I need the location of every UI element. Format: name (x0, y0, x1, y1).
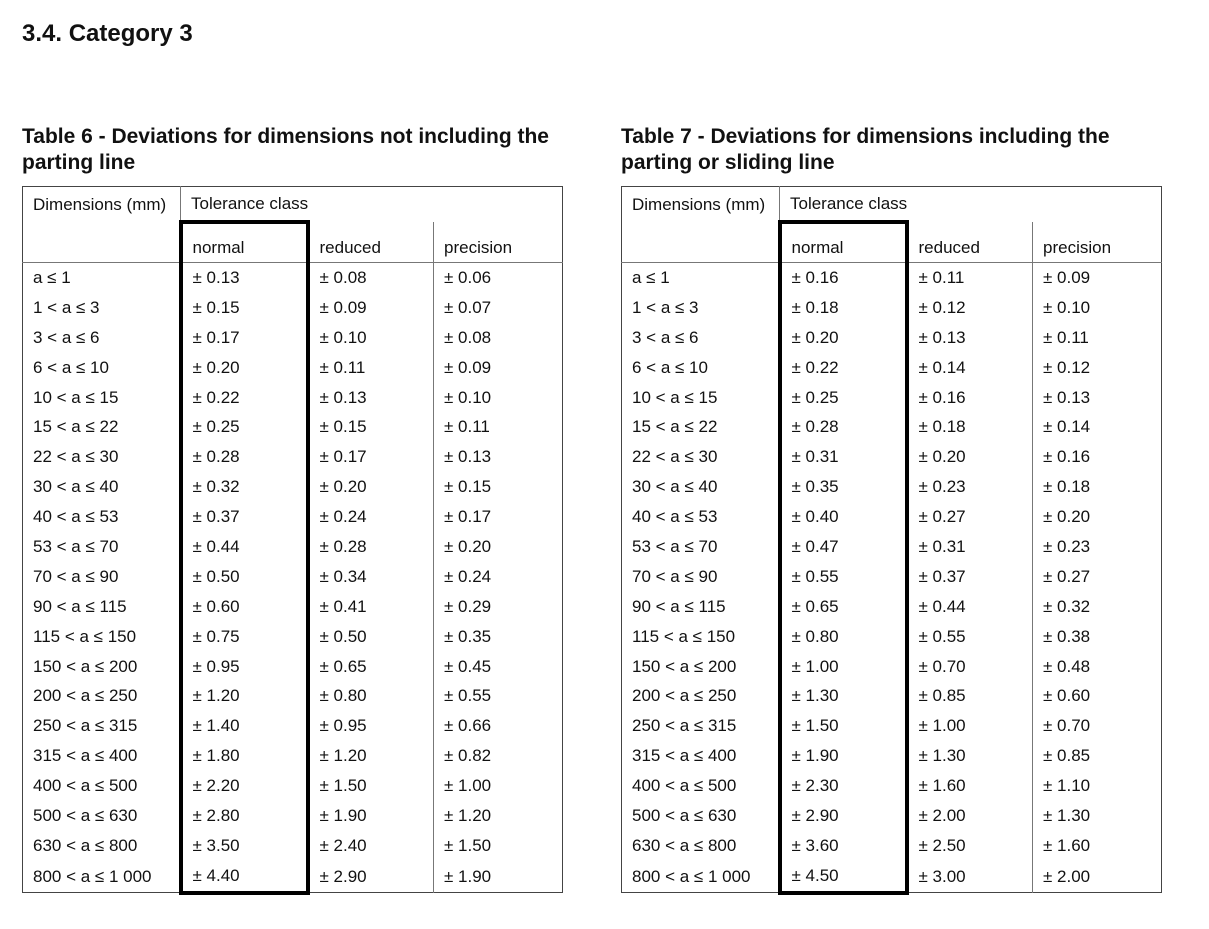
table-row (23, 353, 563, 383)
normal-cell: ± 0.17 (181, 323, 308, 353)
normal-cell: ± 0.15 (181, 293, 308, 323)
dimension-cell: 53 < a ≤ 70 (622, 532, 780, 562)
table-row (23, 771, 563, 801)
precision-cell: ± 1.50 (434, 831, 563, 861)
table-row (622, 323, 1162, 353)
reduced-cell: ± 0.65 (319, 656, 367, 676)
precision-cell: ± 0.55 (434, 681, 563, 711)
reduced-cell: ± 1.50 (319, 776, 367, 796)
header-dimensions: Dimensions (mm) (622, 187, 780, 223)
table-row (622, 472, 1162, 502)
table-row (622, 502, 1162, 532)
precision-cell: ± 0.23 (1033, 532, 1162, 562)
header-normal: normal (780, 222, 907, 263)
normal-cell: ± 0.95 (181, 652, 308, 682)
table-row (23, 741, 563, 771)
normal-cell: ± 0.13 (181, 263, 308, 293)
dimension-cell: 3 < a ≤ 6 (622, 323, 780, 353)
precision-cell: ± 1.10 (1033, 771, 1162, 801)
dimension-cell: 250 < a ≤ 315 (23, 711, 181, 741)
reduced-cell: ± 0.18 (918, 417, 966, 437)
table-row (23, 502, 563, 532)
reduced-cell: ± 2.00 (918, 805, 966, 825)
precision-cell: ± 0.09 (434, 353, 563, 383)
reduced-cell: ± 0.15 (319, 417, 367, 437)
dimension-cell: 3 < a ≤ 6 (23, 323, 181, 353)
precision-cell: ± 0.15 (434, 472, 563, 502)
precision-cell: ± 0.35 (434, 622, 563, 652)
dimension-cell: a ≤ 1 (622, 263, 780, 293)
normal-cell: ± 0.40 (780, 502, 907, 532)
reduced-cell: ± 0.50 (319, 626, 367, 646)
precision-cell: ± 0.14 (1033, 412, 1162, 442)
normal-cell: ± 1.40 (181, 711, 308, 741)
normal-cell: ± 0.18 (780, 293, 907, 323)
precision-cell: ± 0.85 (1033, 741, 1162, 771)
table-row (23, 532, 563, 562)
normal-cell: ± 2.20 (181, 771, 308, 801)
dimension-cell: 200 < a ≤ 250 (622, 681, 780, 711)
precision-cell: ± 0.29 (434, 592, 563, 622)
precision-cell: ± 0.06 (434, 263, 563, 293)
table-row (622, 681, 1162, 711)
reduced-cell: ± 0.14 (918, 357, 966, 377)
dimension-cell: 630 < a ≤ 800 (23, 831, 181, 861)
table-7 (621, 186, 1162, 895)
dimension-cell: 1 < a ≤ 3 (23, 293, 181, 323)
table-row (622, 861, 1162, 893)
dimension-cell: 22 < a ≤ 30 (622, 442, 780, 472)
reduced-cell: ± 0.16 (918, 387, 966, 407)
header-reduced: reduced (918, 238, 980, 257)
dimension-cell: 90 < a ≤ 115 (622, 592, 780, 622)
normal-cell: ± 1.20 (181, 681, 308, 711)
normal-cell: ± 1.00 (780, 652, 907, 682)
normal-cell: ± 0.75 (181, 622, 308, 652)
header-precision: precision (1033, 222, 1162, 263)
precision-cell: ± 1.60 (1033, 831, 1162, 861)
precision-cell: ± 1.90 (434, 861, 563, 893)
dimension-cell: 800 < a ≤ 1 000 (622, 861, 780, 893)
table-7-block (621, 124, 1161, 895)
dimension-cell: 1 < a ≤ 3 (622, 293, 780, 323)
dimension-cell: 70 < a ≤ 90 (622, 562, 780, 592)
reduced-cell: ± 0.31 (918, 536, 966, 556)
reduced-cell: ± 0.09 (319, 297, 367, 317)
precision-cell: ± 0.11 (434, 412, 563, 442)
table-row (23, 383, 563, 413)
precision-cell: ± 1.30 (1033, 801, 1162, 831)
reduced-cell: ± 2.40 (319, 835, 367, 855)
normal-cell: ± 0.32 (181, 472, 308, 502)
dimension-cell: 40 < a ≤ 53 (622, 502, 780, 532)
dimension-cell: 250 < a ≤ 315 (622, 711, 780, 741)
table-row (622, 383, 1162, 413)
header-tolerance-class: Tolerance class (191, 193, 309, 213)
normal-cell: ± 0.20 (780, 323, 907, 353)
dimension-cell: 150 < a ≤ 200 (622, 652, 780, 682)
normal-cell: ± 1.80 (181, 741, 308, 771)
precision-cell: ± 0.27 (1033, 562, 1162, 592)
dimension-cell: 10 < a ≤ 15 (23, 383, 181, 413)
normal-cell: ± 0.22 (181, 383, 308, 413)
table-6-body (23, 263, 563, 893)
normal-cell: ± 0.25 (780, 383, 907, 413)
dimension-cell: 150 < a ≤ 200 (23, 652, 181, 682)
reduced-cell: ± 0.37 (918, 566, 966, 586)
precision-cell: ± 0.20 (1033, 502, 1162, 532)
reduced-cell: ± 0.34 (319, 566, 367, 586)
dimension-cell: 115 < a ≤ 150 (23, 622, 181, 652)
reduced-cell: ± 1.20 (319, 746, 367, 766)
table-row (622, 622, 1162, 652)
reduced-cell: ± 0.44 (918, 596, 966, 616)
dimension-cell: 90 < a ≤ 115 (23, 592, 181, 622)
dimension-cell: 30 < a ≤ 40 (23, 472, 181, 502)
reduced-cell: ± 0.13 (319, 387, 367, 407)
table-row (622, 711, 1162, 741)
reduced-cell: ± 0.20 (918, 447, 966, 467)
table-row (622, 442, 1162, 472)
table-row (23, 472, 563, 502)
normal-cell: ± 0.28 (780, 412, 907, 442)
dimension-cell: 70 < a ≤ 90 (23, 562, 181, 592)
normal-cell: ± 1.30 (780, 681, 907, 711)
normal-cell: ± 0.31 (780, 442, 907, 472)
normal-cell: ± 0.44 (181, 532, 308, 562)
table-row (622, 831, 1162, 861)
precision-cell: ± 1.20 (434, 801, 563, 831)
precision-cell: ± 0.07 (434, 293, 563, 323)
reduced-cell: ± 0.27 (918, 507, 966, 527)
precision-cell: ± 2.00 (1033, 861, 1162, 893)
normal-cell: ± 0.35 (780, 472, 907, 502)
table-row (23, 861, 563, 893)
precision-cell: ± 0.10 (434, 383, 563, 413)
reduced-cell: ± 1.00 (918, 716, 966, 736)
precision-cell: ± 0.20 (434, 532, 563, 562)
table-row (23, 442, 563, 472)
reduced-cell: ± 1.60 (918, 776, 966, 796)
table-6-caption: Table 6 - Deviations for dimensions not including the parting line (22, 125, 549, 174)
table-row (622, 652, 1162, 682)
precision-cell: ± 0.48 (1033, 652, 1162, 682)
header-dimensions: Dimensions (mm) (23, 187, 181, 223)
precision-cell: ± 0.13 (1033, 383, 1162, 413)
dimension-cell: 400 < a ≤ 500 (622, 771, 780, 801)
table-row (622, 801, 1162, 831)
normal-cell: ± 0.25 (181, 412, 308, 442)
reduced-cell: ± 0.08 (319, 267, 367, 287)
reduced-cell: ± 0.17 (319, 447, 367, 467)
precision-cell: ± 0.45 (434, 652, 563, 682)
table-row (23, 412, 563, 442)
table-6-block (22, 124, 562, 895)
header-tolerance-class: Tolerance class (790, 193, 908, 213)
table-row (23, 293, 563, 323)
precision-cell: ± 0.12 (1033, 353, 1162, 383)
precision-cell: ± 0.60 (1033, 681, 1162, 711)
table-row (23, 831, 563, 861)
dimension-cell: 53 < a ≤ 70 (23, 532, 181, 562)
dimension-cell: a ≤ 1 (23, 263, 181, 293)
dimension-cell: 10 < a ≤ 15 (622, 383, 780, 413)
reduced-cell: ± 0.80 (319, 686, 367, 706)
table-row (23, 681, 563, 711)
table-row (622, 293, 1162, 323)
precision-cell: ± 0.08 (434, 323, 563, 353)
dimension-cell: 200 < a ≤ 250 (23, 681, 181, 711)
normal-cell: ± 0.55 (780, 562, 907, 592)
normal-cell: ± 3.50 (181, 831, 308, 861)
table-row (23, 263, 563, 293)
precision-cell: ± 0.38 (1033, 622, 1162, 652)
header-reduced: reduced (319, 238, 381, 257)
dimension-cell: 6 < a ≤ 10 (622, 353, 780, 383)
normal-cell: ± 4.40 (181, 861, 308, 893)
precision-cell: ± 0.10 (1033, 293, 1162, 323)
reduced-cell: ± 0.20 (319, 477, 367, 497)
dimension-cell: 22 < a ≤ 30 (23, 442, 181, 472)
normal-cell: ± 2.30 (780, 771, 907, 801)
normal-cell: ± 0.50 (181, 562, 308, 592)
table-row (23, 592, 563, 622)
normal-cell: ± 0.65 (780, 592, 907, 622)
reduced-cell: ± 0.13 (918, 327, 966, 347)
normal-cell: ± 2.90 (780, 801, 907, 831)
precision-cell: ± 0.09 (1033, 263, 1162, 293)
dimension-cell: 115 < a ≤ 150 (622, 622, 780, 652)
precision-cell: ± 0.11 (1033, 323, 1162, 353)
reduced-cell: ± 0.11 (918, 267, 965, 287)
normal-cell: ± 0.28 (181, 442, 308, 472)
precision-cell: ± 1.00 (434, 771, 563, 801)
normal-cell: ± 0.16 (780, 263, 907, 293)
precision-cell: ± 0.13 (434, 442, 563, 472)
reduced-cell: ± 0.24 (319, 507, 367, 527)
table-row (23, 622, 563, 652)
reduced-cell: ± 2.90 (319, 866, 367, 886)
table-7-body (622, 263, 1162, 893)
reduced-cell: ± 0.10 (319, 327, 367, 347)
table-row (622, 353, 1162, 383)
table-row (622, 771, 1162, 801)
reduced-cell: ± 0.95 (319, 716, 367, 736)
table-row (622, 263, 1162, 293)
table-row (622, 562, 1162, 592)
reduced-cell: ± 0.70 (918, 656, 966, 676)
reduced-cell: ± 0.28 (319, 536, 367, 556)
reduced-cell: ± 0.23 (918, 477, 966, 497)
reduced-cell: ± 0.12 (918, 297, 966, 317)
reduced-cell: ± 0.55 (918, 626, 966, 646)
dimension-cell: 315 < a ≤ 400 (622, 741, 780, 771)
precision-cell: ± 0.24 (434, 562, 563, 592)
reduced-cell: ± 0.41 (319, 596, 367, 616)
dimension-cell: 15 < a ≤ 22 (23, 412, 181, 442)
table-row (23, 801, 563, 831)
precision-cell: ± 0.66 (434, 711, 563, 741)
normal-cell: ± 0.37 (181, 502, 308, 532)
dimension-cell: 315 < a ≤ 400 (23, 741, 181, 771)
table-row (23, 652, 563, 682)
dimension-cell: 15 < a ≤ 22 (622, 412, 780, 442)
table-row (23, 711, 563, 741)
dimension-cell: 30 < a ≤ 40 (622, 472, 780, 502)
normal-cell: ± 0.80 (780, 622, 907, 652)
normal-cell: ± 0.60 (181, 592, 308, 622)
precision-cell: ± 0.16 (1033, 442, 1162, 472)
normal-cell: ± 1.90 (780, 741, 907, 771)
reduced-cell: ± 1.90 (319, 805, 367, 825)
dimension-cell: 400 < a ≤ 500 (23, 771, 181, 801)
dimension-cell: 40 < a ≤ 53 (23, 502, 181, 532)
table-row (622, 532, 1162, 562)
table-6 (22, 186, 563, 895)
table-row (23, 562, 563, 592)
normal-cell: ± 2.80 (181, 801, 308, 831)
normal-cell: ± 1.50 (780, 711, 907, 741)
precision-cell: ± 0.17 (434, 502, 563, 532)
section-title: 3.4. Category 3 (22, 20, 193, 47)
normal-cell: ± 3.60 (780, 831, 907, 861)
dimension-cell: 630 < a ≤ 800 (622, 831, 780, 861)
table-row (622, 741, 1162, 771)
normal-cell: ± 0.22 (780, 353, 907, 383)
header-precision: precision (434, 222, 563, 263)
normal-cell: ± 0.20 (181, 353, 308, 383)
reduced-cell: ± 0.11 (319, 357, 366, 377)
normal-cell: ± 4.50 (780, 861, 907, 893)
table-7-caption: Table 7 - Deviations for dimensions including the parting or sliding line (621, 125, 1110, 174)
dimension-cell: 500 < a ≤ 630 (23, 801, 181, 831)
normal-cell: ± 0.47 (780, 532, 907, 562)
table-row (622, 592, 1162, 622)
precision-cell: ± 0.70 (1033, 711, 1162, 741)
dimension-cell: 500 < a ≤ 630 (622, 801, 780, 831)
precision-cell: ± 0.82 (434, 741, 563, 771)
reduced-cell: ± 2.50 (918, 835, 966, 855)
reduced-cell: ± 0.85 (918, 686, 966, 706)
precision-cell: ± 0.32 (1033, 592, 1162, 622)
reduced-cell: ± 1.30 (918, 746, 966, 766)
reduced-cell: ± 3.00 (918, 866, 966, 886)
dimension-cell: 6 < a ≤ 10 (23, 353, 181, 383)
table-row (622, 412, 1162, 442)
precision-cell: ± 0.18 (1033, 472, 1162, 502)
table-row (23, 323, 563, 353)
dimension-cell: 800 < a ≤ 1 000 (23, 861, 181, 893)
header-normal: normal (181, 222, 308, 263)
